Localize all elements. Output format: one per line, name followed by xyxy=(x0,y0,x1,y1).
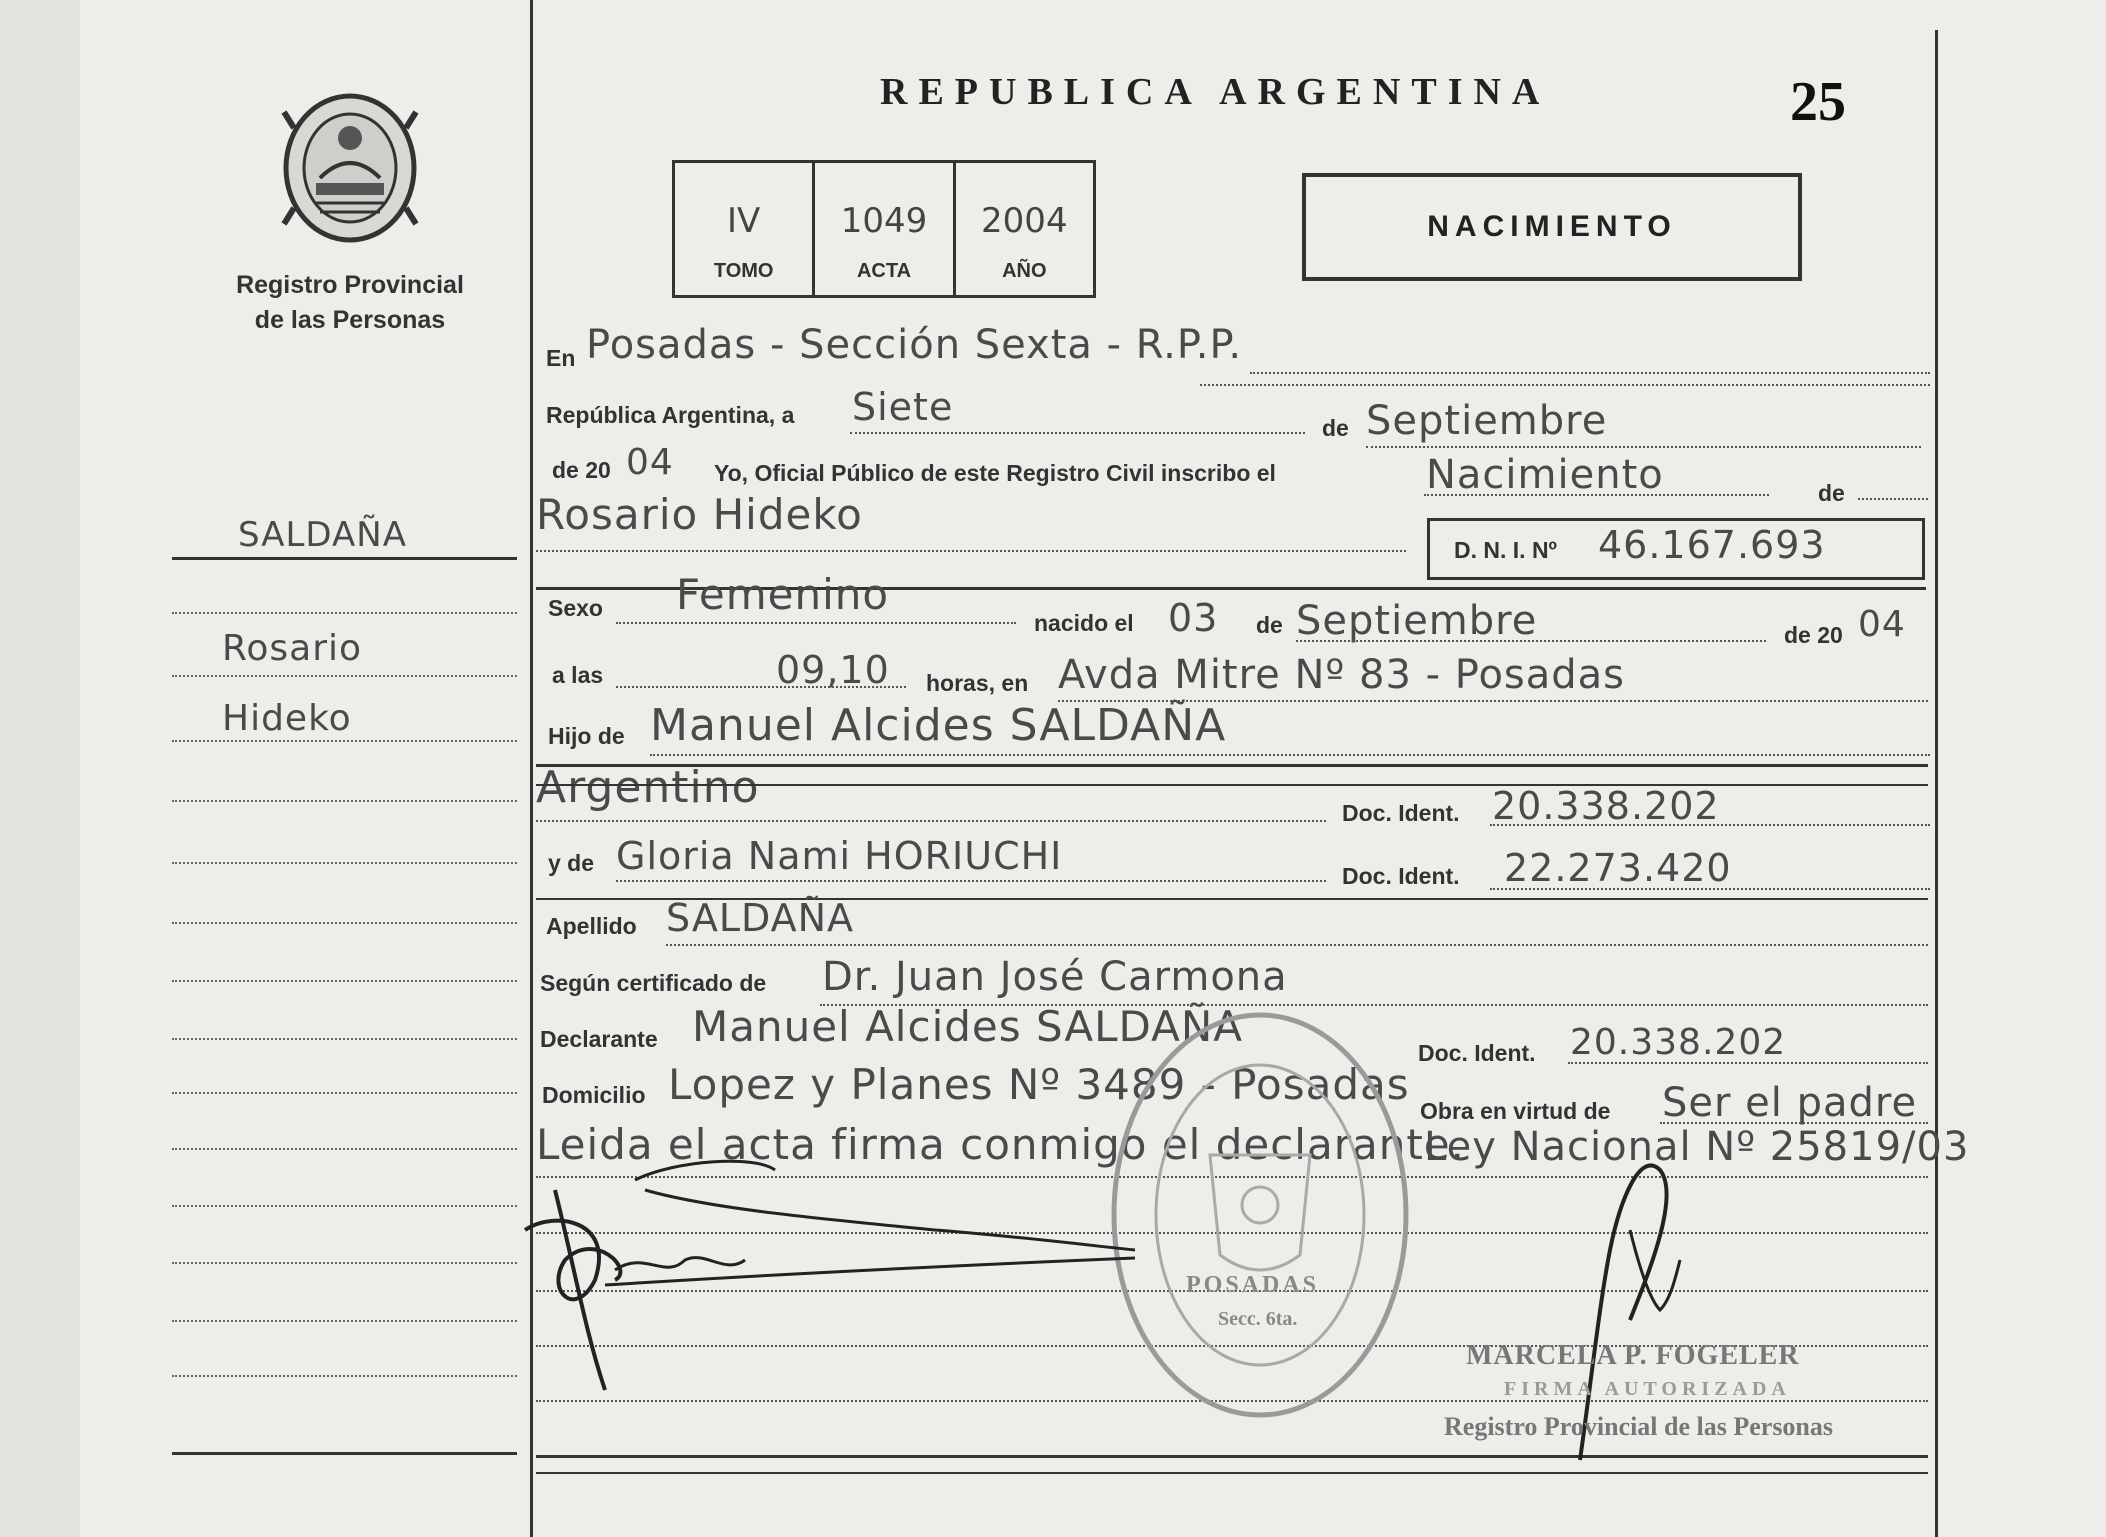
provincial-seal-icon xyxy=(280,88,420,246)
fill-line xyxy=(616,880,1326,882)
fill-line xyxy=(1200,384,1930,386)
margin-line xyxy=(172,1038,517,1040)
fill-line xyxy=(536,550,1406,552)
tomo-label: TOMO xyxy=(713,260,774,282)
de-label-3: de xyxy=(1256,612,1283,638)
margin-rule xyxy=(172,1452,517,1455)
margin-line xyxy=(172,1092,517,1094)
de-label: de xyxy=(1322,415,1349,441)
birth-year: 04 xyxy=(1858,604,1906,645)
ano-label: AÑO xyxy=(1002,260,1047,282)
registration-day: Siete xyxy=(852,385,954,429)
fill-line xyxy=(1296,640,1766,642)
father-doc-label: Doc. Ident. xyxy=(1342,800,1460,826)
y-de-label: y de xyxy=(548,850,595,876)
registration-year: 04 xyxy=(626,442,674,483)
birth-year-prefix: de 20 xyxy=(1784,622,1843,648)
seal-section: Secc. 6ta. xyxy=(1218,1308,1298,1330)
margin-line xyxy=(172,1205,517,1207)
year-prefix: de 20 xyxy=(552,457,611,483)
folio-number: 25 xyxy=(1790,71,1846,133)
father-name: Manuel Alcides SALDAÑA xyxy=(650,700,1227,751)
margin-line xyxy=(172,800,517,802)
fill-line xyxy=(1366,446,1921,448)
segun-label: Según certificado de xyxy=(540,970,767,996)
declarant-doc-label: Doc. Ident. xyxy=(1418,1040,1536,1066)
obra-value: Ser el padre xyxy=(1662,1080,1918,1126)
fill-line xyxy=(850,432,1305,434)
declarant-signature xyxy=(515,1150,1155,1410)
country-title: REPUBLICA ARGENTINA xyxy=(880,71,1551,113)
birth-day: 03 xyxy=(1168,596,1219,640)
closing-statement: Leida el acta firma conmigo el declarante. xyxy=(536,1120,1465,1169)
declarant-doc: 20.338.202 xyxy=(1570,1022,1787,1063)
certifier: Dr. Juan José Carmona xyxy=(822,954,1288,1000)
margin-line xyxy=(172,862,517,864)
acta-value: 1049 xyxy=(840,201,928,241)
birth-hour: 09,10 xyxy=(776,648,890,692)
margin-line xyxy=(172,980,517,982)
father-doc: 20.338.202 xyxy=(1492,784,1720,828)
fill-line xyxy=(1490,888,1930,890)
mother-name: Gloria Nami HORIUCHI xyxy=(616,834,1063,878)
dni-label: D. N. I. Nº xyxy=(1454,537,1557,563)
mother-doc-label: Doc. Ident. xyxy=(1342,863,1460,889)
margin-line xyxy=(172,1320,517,1322)
margin-line xyxy=(172,740,517,742)
child-name: Rosario Hideko xyxy=(536,490,863,539)
margin-line xyxy=(172,612,517,614)
sexo-value: Femenino xyxy=(676,570,890,619)
tomo-value: IV xyxy=(727,201,761,241)
acta-cell xyxy=(815,163,955,295)
right-border xyxy=(1935,30,1938,1537)
ano-value: 2004 xyxy=(981,201,1068,241)
a-las-label: a las xyxy=(552,662,604,688)
official-title: FIRMA AUTORIZADA xyxy=(1504,1378,1791,1400)
margin-first-name: Rosario xyxy=(222,628,363,669)
registration-month: Septiembre xyxy=(1366,398,1608,444)
acta-label: ACTA xyxy=(856,260,912,282)
certificate-type: NACIMIENTO xyxy=(1302,173,1802,281)
law-reference: Ley Nacional Nº 25819/03 xyxy=(1424,1124,1970,1170)
fill-line xyxy=(536,820,1326,822)
apellido-label: Apellido xyxy=(546,913,637,939)
fill-line xyxy=(650,754,1930,756)
domicilio-label: Domicilio xyxy=(542,1082,646,1108)
page-edge xyxy=(0,0,80,1537)
birth-place: Avda Mitre Nº 83 - Posadas xyxy=(1058,652,1626,698)
fill-line xyxy=(1568,1062,1928,1064)
declarant-name: Manuel Alcides SALDAÑA xyxy=(692,1002,1244,1051)
event-type: Nacimiento xyxy=(1426,452,1664,498)
fill-line xyxy=(1424,494,1769,496)
margin-line xyxy=(172,1262,517,1264)
horas-label: horas, en xyxy=(926,670,1029,696)
margin-line xyxy=(172,1148,517,1150)
margin-second-name: Hideko xyxy=(222,698,352,739)
nacido-label: nacido el xyxy=(1034,610,1134,636)
record-number-box xyxy=(672,160,1096,298)
official-name: MARCELA P. FOGELER xyxy=(1466,1340,1800,1371)
margin-surname: SALDAÑA xyxy=(238,515,407,555)
seal-city: POSADAS xyxy=(1186,1272,1320,1298)
de-label-2: de xyxy=(1818,480,1845,506)
margin-line xyxy=(172,922,517,924)
officer-text: Yo, Oficial Público de este Registro Civil inscribo el xyxy=(714,460,1276,486)
hijo-label: Hijo de xyxy=(548,723,625,749)
ano-cell xyxy=(956,163,1093,295)
fill-line xyxy=(1250,372,1930,374)
fill-line xyxy=(1490,824,1930,826)
fill-line xyxy=(666,944,1928,946)
fill-line xyxy=(616,622,1016,624)
declarante-label: Declarante xyxy=(540,1026,658,1052)
en-label: En xyxy=(546,345,576,371)
margin-line xyxy=(172,675,517,677)
registry-name: Registro Provincial de las Personas xyxy=(236,271,464,334)
father-nationality: Argentino xyxy=(536,762,760,813)
registration-place: Posadas - Sección Sexta - R.P.P. xyxy=(586,322,1243,368)
mother-doc: 22.273.420 xyxy=(1504,846,1732,890)
margin-rule xyxy=(172,557,517,560)
tomo-cell xyxy=(675,163,815,295)
fill-line xyxy=(1858,498,1928,500)
dni-box xyxy=(1427,518,1925,580)
republic-label: República Argentina, a xyxy=(546,402,795,428)
official-organization: Registro Provincial de las Personas xyxy=(1444,1412,1834,1441)
sexo-label: Sexo xyxy=(548,595,603,621)
section-rule xyxy=(536,1472,1928,1474)
declarant-address: Lopez y Planes Nº 3489 - Posadas xyxy=(668,1060,1410,1109)
birth-month: Septiembre xyxy=(1296,598,1538,644)
obra-label: Obra en virtud de xyxy=(1420,1098,1611,1124)
surname: SALDAÑA xyxy=(666,896,855,940)
margin-line xyxy=(172,1375,517,1377)
dni-number: 46.167.693 xyxy=(1598,523,1826,567)
